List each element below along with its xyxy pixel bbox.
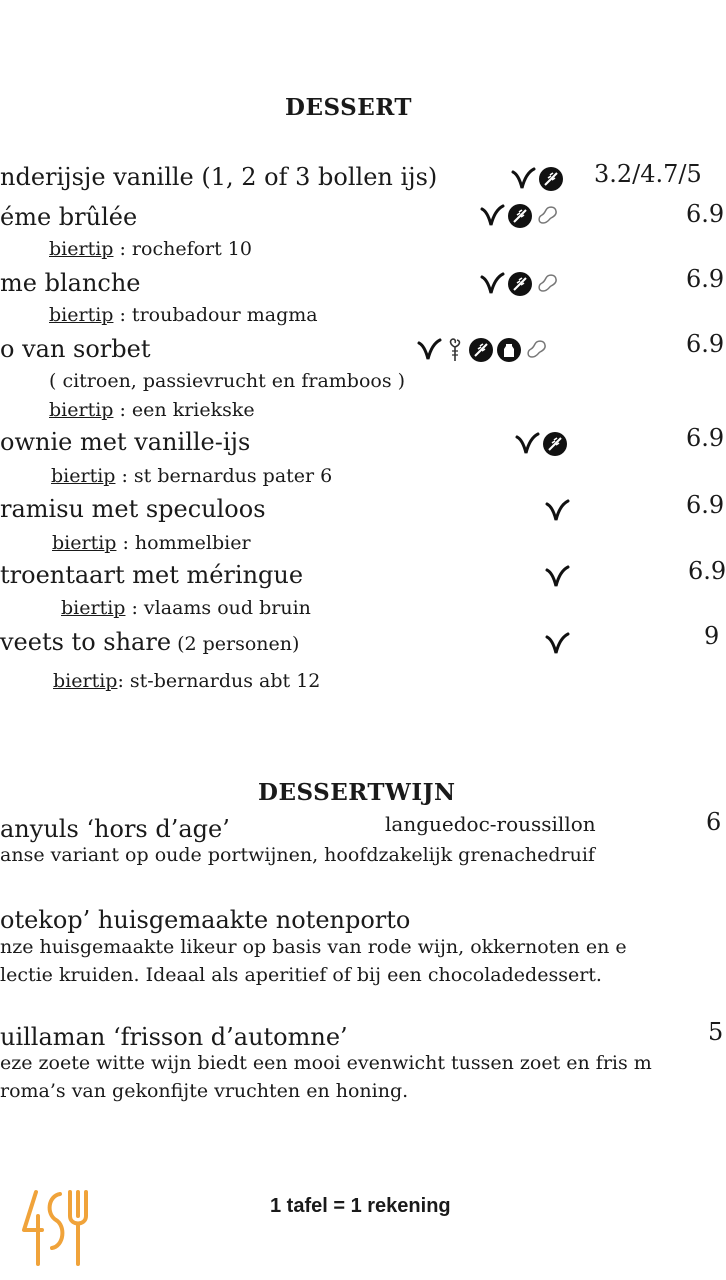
beer-tip: biertip : st bernardus pater 6 <box>51 465 333 487</box>
wine-price: 5 <box>708 1018 724 1046</box>
dessert-item-name: veets to share (2 personen) <box>0 628 300 656</box>
footer-note: 1 tafel = 1 rekening <box>270 1195 451 1217</box>
beer-tip: biertip : rochefort 10 <box>49 238 252 260</box>
wine-description: lectie kruiden. Ideaal als aperitief of bij een chocoladedessert. <box>0 964 602 986</box>
dessert-item-allergens <box>544 497 570 525</box>
peanut-icon <box>524 337 550 363</box>
wine-name: uillaman ‘frisson d’automne’ <box>0 1023 348 1051</box>
dessert-item-price: 3.2/4.7/5 <box>594 160 702 188</box>
dessert-item-price: 6.9 <box>686 265 725 293</box>
wine-description: nze huisgemaakte likeur op basis van rode wijn, okkernoten en e <box>0 936 627 958</box>
dessert-item-allergens <box>544 630 570 658</box>
wine-description: roma’s van gekonfijte vruchten en honing. <box>0 1080 409 1102</box>
wine-description: eze zoete witte wijn biedt een mooi evenwicht tussen zoet en fris m <box>0 1052 652 1074</box>
wine-description: anse variant op oude portwijnen, hoofdzakelijk grenachedruif <box>0 844 595 866</box>
peanut-icon <box>535 271 561 297</box>
vegetarian-icon <box>514 431 540 457</box>
wine-name: otekop’ huisgemaakte notenporto <box>0 906 411 934</box>
beer-tip: biertip : troubadour magma <box>49 304 318 326</box>
beer-tip: biertip: st-bernardus abt 12 <box>53 670 321 692</box>
wine-name: anyuls ‘hors d’age’ <box>0 815 230 843</box>
dessert-item-name: me blanche <box>0 269 141 297</box>
beer-tip: biertip : een kriekske <box>49 399 255 421</box>
wine-region: languedoc-roussillon <box>385 812 596 836</box>
dessert-item-allergens <box>479 202 561 230</box>
dessert-item-price: 6.9 <box>686 330 725 358</box>
dessert-item-allergens <box>544 563 570 591</box>
dessert-item-name: o van sorbet <box>0 335 151 363</box>
vegetarian-icon <box>544 564 570 590</box>
gluten-icon <box>507 271 533 297</box>
dessert-item-name: ramisu met speculoos <box>0 495 266 523</box>
vegetarian-icon <box>510 166 536 192</box>
dessert-item-name: ownie met vanille-ijs <box>0 428 251 456</box>
celery-icon <box>444 337 466 363</box>
dessert-item-price: 6.9 <box>688 557 726 585</box>
dessert-item-price: 6.9 <box>686 424 725 452</box>
vegetarian-icon <box>479 203 505 229</box>
vegetarian-icon <box>479 271 505 297</box>
milk-icon <box>496 337 522 363</box>
gluten-icon <box>507 203 533 229</box>
dessert-item-note: ( citroen, passievrucht en framboos ) <box>49 370 406 392</box>
dessert-heading: DESSERT <box>285 94 413 121</box>
vegetarian-icon <box>416 337 442 363</box>
vegetarian-icon <box>544 631 570 657</box>
dessert-item-allergens <box>479 270 561 298</box>
dessert-item-allergens <box>510 165 564 193</box>
dessertwijn-heading: DESSERTWIJN <box>258 779 456 806</box>
dessert-item-name: nderijsje vanille (1, 2 of 3 bollen ijs) <box>0 163 438 191</box>
vegetarian-icon <box>544 498 570 524</box>
gluten-icon <box>468 337 494 363</box>
beer-tip: biertip : hommelbier <box>52 532 251 554</box>
beer-tip: biertip : vlaams oud bruin <box>61 597 311 619</box>
dessert-item-price: 6.9 <box>686 491 725 519</box>
gluten-icon <box>538 166 564 192</box>
gluten-icon <box>542 431 568 457</box>
fork-logo-icon <box>18 1186 90 1274</box>
dessert-item-name: troentaart met méringue <box>0 561 304 589</box>
dessert-item-name: éme brûlée <box>0 203 138 231</box>
peanut-icon <box>535 203 561 229</box>
dessert-item-price: 9 <box>704 622 720 650</box>
dessert-item-allergens <box>416 336 550 364</box>
dessert-item-price: 6.9 <box>686 200 725 228</box>
wine-price: 6 <box>706 808 722 836</box>
dessert-item-allergens <box>514 430 568 458</box>
